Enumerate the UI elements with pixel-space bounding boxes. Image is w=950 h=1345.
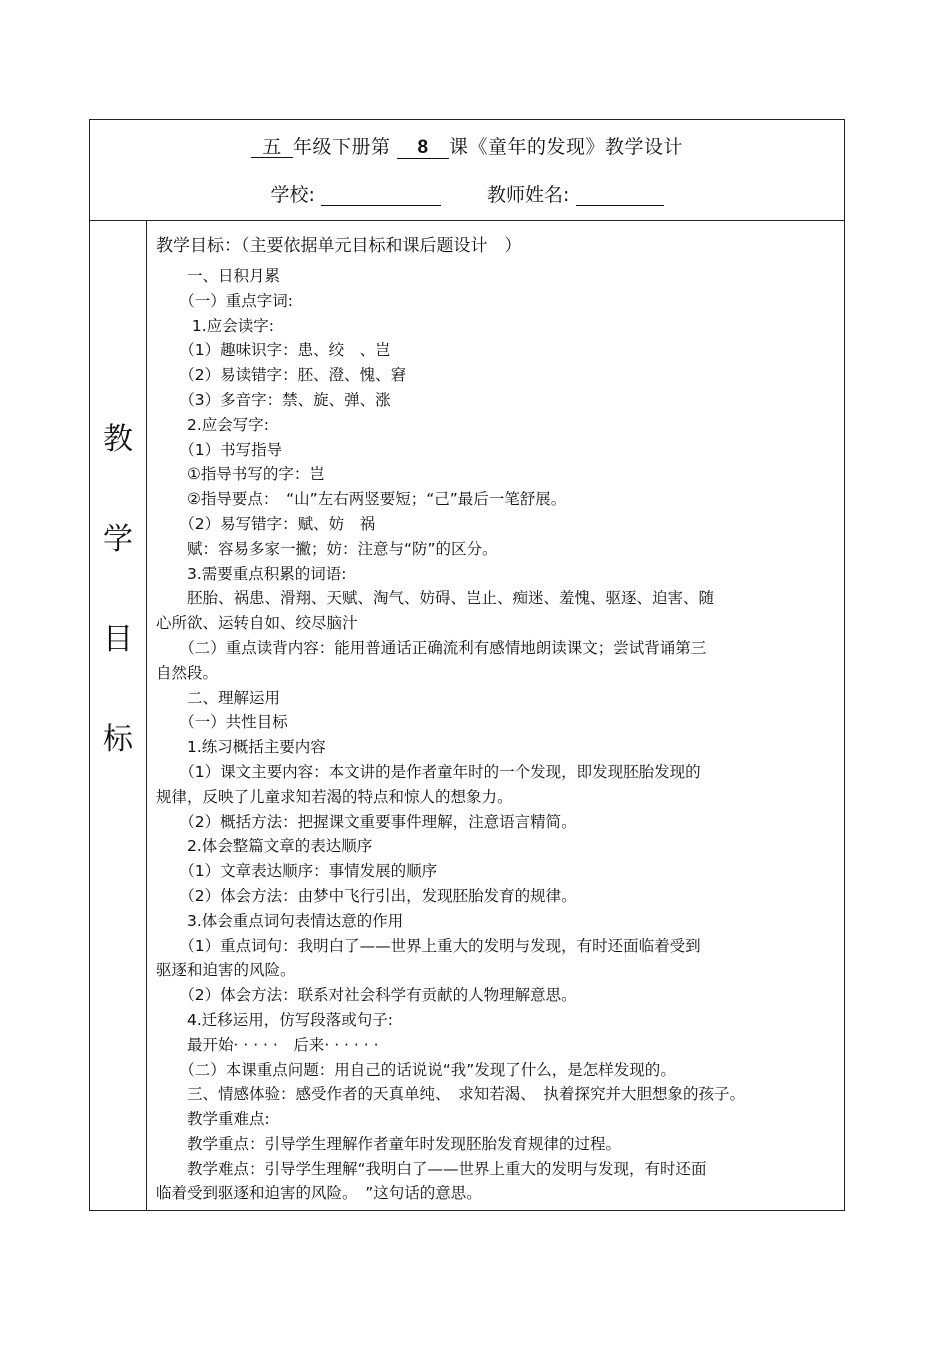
text-line: （1）重点词句：我明白了——世界上重大的发明与发现，有时还面临着受到 [156,936,701,955]
text-line: 教学重难点: [156,1110,270,1129]
text-line: （二）重点读背内容：能用普通话正确流利有感情地朗读课文；尝试背诵第三 [156,638,707,657]
text-line: 4.迁移运用，仿写段落或句子: [156,1010,394,1029]
label-char: 教 [103,422,133,457]
label-char: 目 [103,622,133,657]
text-line: 规律，反映了儿童求知若渴的特点和惊人的想象力。 [156,787,513,806]
label-char: 标 [103,722,133,757]
text-line: 最开始· · · · · 后来· · · · · · [156,1035,379,1054]
text-line: ①指导书写的字：岂 [156,465,325,484]
text-line: 教学难点：引导学生理解“我明白了——世界上重大的发明与发现，有时还面 [156,1159,707,1178]
objectives-content [156,232,834,1206]
text-line: （1）课文主要内容：本文讲的是作者童年时的一个发现，即发现胚胎发现的 [156,762,701,781]
title-middle: 年级下册第 [292,136,391,158]
teacher-label: 教师姓名: [487,184,570,206]
text-line: 2.体会整篇文章的表达顺序 [156,837,373,856]
text-line: 三、情感体验：感受作者的天真单纯、 求知若渴、 执着探究并大胆想象的孩子。 [156,1085,746,1104]
text-line: 1.应会读字: [156,316,274,335]
info-line [90,180,844,207]
header-row [90,120,844,221]
text-line: （2）概括方法：把握课文重要事件理解，注意语言精简。 [156,812,577,831]
text-line: 1.练习概括主要内容 [156,738,326,757]
text-line: 二、理解运用 [156,688,281,707]
text-line: （2）体会方法：由梦中飞行引出，发现胚胎发育的规律。 [156,886,577,905]
section-label-column [90,220,147,1210]
title-end: 课《童年的发现》教学设计 [449,136,684,158]
text-line: 3.体会重点词句表情达意的作用 [156,911,404,930]
text-line: （一）重点字词: [156,291,293,310]
text-line: （1）书写指导 [156,440,283,459]
text-line: 一、日积月累 [156,267,281,285]
text-line: （1）文章表达顺序：事情发展的顺序 [156,862,438,881]
text-line: 临着受到驱逐和迫害的风险。 ”这句话的意思。 [156,1184,482,1203]
objectives-lines [156,264,834,1206]
text-line: ②指导要点： “山”左右两竖要短；“己”最后一笔舒展。 [156,490,567,509]
label-char: 学 [103,522,133,557]
school-label: 学校: [270,184,315,206]
school-blank [321,185,441,206]
document-title [90,132,844,159]
teacher-blank [576,185,664,206]
text-line: （3）多音字：禁、旋、弹、涨 [156,390,391,409]
text-line: （二）本课重点问题：用自己的话说说“我”发现了什么，是怎样发现的。 [156,1060,676,1079]
objectives-heading: 教学目标：（主要依据单元目标和课后题设计 ） [156,236,522,256]
body-row [90,220,844,1210]
grade-blank: 五 [251,137,293,158]
text-line: （2）易写错字：赋、妨 祸 [156,514,376,533]
text-line: 2.应会写字: [156,415,270,434]
text-line: 自然段。 [156,663,219,682]
text-line: （2）体会方法：联系对社会科学有贡献的人物理解意思。 [156,986,577,1005]
text-line: 3.需要重点积累的词语: [156,564,347,583]
text-line: 赋：容易多家一撇；妨：注意与“防”的区分。 [156,539,498,558]
text-line: 心所欲、运转自如、绞尽脑汁 [156,614,358,633]
lesson-plan-table [89,119,845,1211]
lesson-number-blank: 8 [397,138,449,159]
text-line: （1）趣味识字：患、绞 、岂 [156,341,391,360]
text-line: 驱逐和迫害的风险。 [156,961,296,980]
text-line: （2）易读错字：胚、澄、愧、窘 [156,366,407,385]
text-line: （一）共性目标 [156,713,288,732]
text-line: 胚胎、祸患、滑翔、天赋、淘气、妨碍、岂止、痴迷、羞愧、驱逐、迫害、随 [156,589,715,608]
text-line: 教学重点：引导学生理解作者童年时发现胚胎发育规律的过程。 [156,1134,622,1153]
